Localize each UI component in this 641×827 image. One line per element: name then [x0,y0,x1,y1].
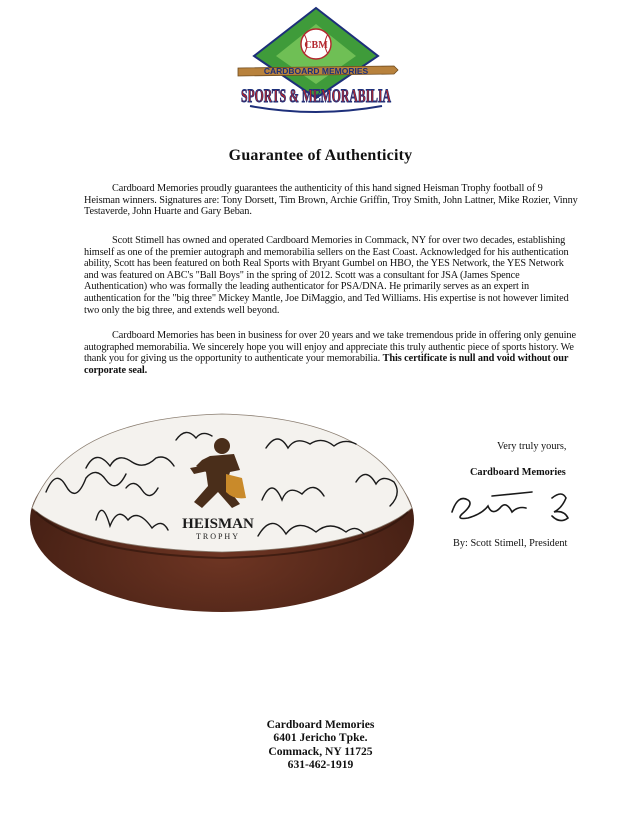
closing-company: Cardboard Memories [470,467,566,478]
company-logo [228,6,404,118]
signed-football-photo [26,408,418,616]
closing-greeting: Very truly yours, [497,441,567,452]
paragraph-business [84,330,578,376]
paragraph-guarantee: Cardboard Memories proudly guarantees the authenticity of this hand signed Heisman Trophy football of 9 Heisman winners. Signatures are: Tony Dorsett, Tim Brown, Archie Griffin, Troy Smith, John Lattner, Mike Rozier, Vinny Testaverde, John Huarte and Gary Beban. [84,183,578,218]
logo-banner: CARDBOARD MEMORIES [263,66,369,76]
heisman-logo-text: HEISMAN [182,516,254,532]
logo-monogram: CBM [304,40,328,51]
heisman-logo-subtext: TROPHY [195,532,241,541]
footer-street: 6401 Jericho Tpke. [273,731,368,745]
president-signature [448,486,580,526]
footer-city: Commack, NY 11725 [268,744,373,758]
paragraph-business-text: Cardboard Memories has been in business for over 20 years and we take tremendous pride in offering only genuine autographed memorabilia. We sincerely hope you will enjoy and appreciate this truly authentic piece of sports history. We thank you for giving us the opportunity to authenticate your memorabilia. [84,330,576,365]
footer-company: Cardboard Memories [266,718,375,731]
footer-address-block [0,718,641,772]
paragraph-about-scott: Scott Stimell has owned and operated Cardboard Memories in Commack, NY for over two decades, establishing himself as one of the premier autograph and memorabilia sellers on the East Coast. Acknowledged for his authentication ability, Scott has been featured on both Real Sports with Bryant Gumbel on HBO, the YES Network, the YES Network and was featured on ABC's "Ball Boys" in the spring of 2012. Scott was a consultant for JSA (James Spence Authentication) who was formally the leading authenticator for PSA/DNA. He primarily serves as an expert in authentication for the "big three" Mickey Mantle, Joe DiMaggio, and Ted Williams. His expertise is not however limited two only the big three, and extends well beyond. [84,235,569,316]
logo-wordmark: SPORTS & MEMORABILIA [241,86,392,107]
page-title: Guarantee of Authenticity [228,147,413,164]
footer-phone: 631-462-1919 [287,758,354,772]
paragraph-business-seal-notice: This certificate is null and void without our corporate seal. [84,353,569,376]
closing-byline: By: Scott Stimell, President [453,538,568,549]
